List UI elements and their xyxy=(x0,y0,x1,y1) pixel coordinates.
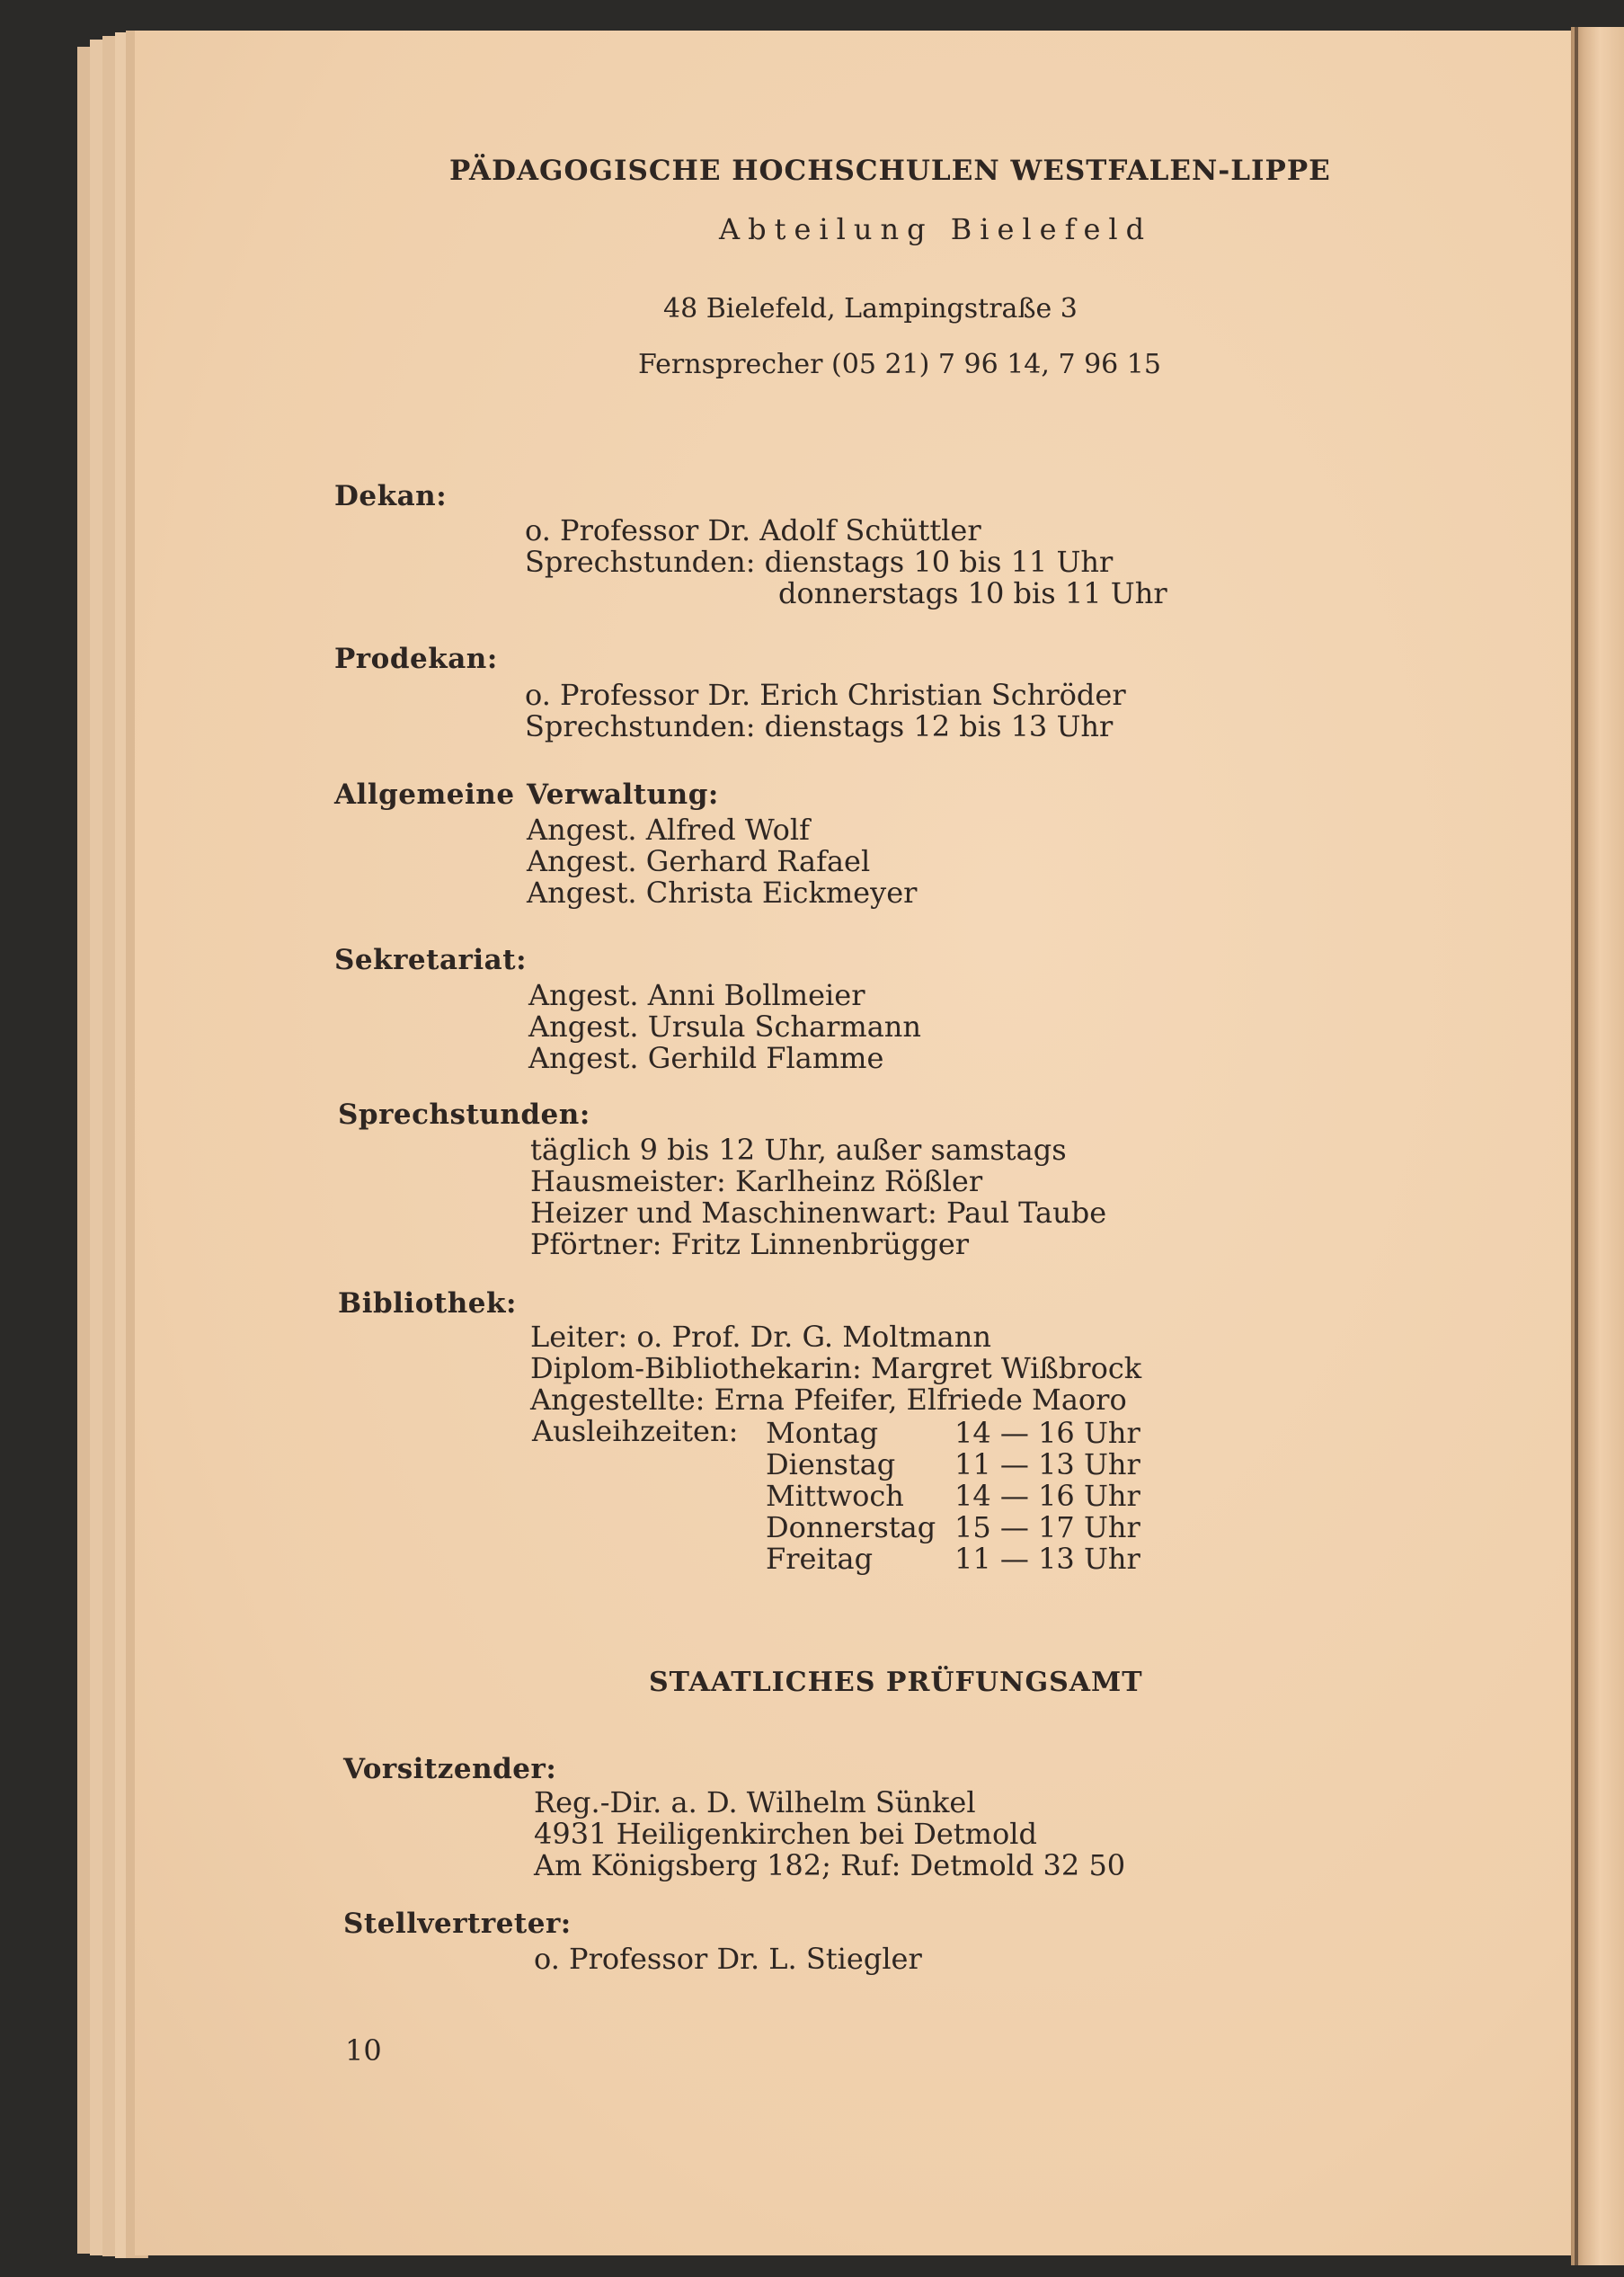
dekan-label: Dekan: xyxy=(334,480,448,512)
verwaltung-label-b: Verwaltung: xyxy=(527,778,719,811)
hours-time: 14 — 16 Uhr xyxy=(954,1416,1140,1450)
hours-time: 15 — 17 Uhr xyxy=(954,1510,1140,1544)
hours-time: 11 — 13 Uhr xyxy=(954,1542,1140,1576)
prodekan-hours: Sprechstunden: dienstags 12 bis 13 Uhr xyxy=(525,709,1114,743)
staff-entry: Angest. Anni Bollmeier xyxy=(528,978,865,1012)
loan-label: Ausleihzeiten: xyxy=(532,1414,739,1448)
staff-entry: Hausmeister: Karlheinz Rößler xyxy=(530,1164,983,1198)
hours-day: Dienstag xyxy=(766,1447,896,1481)
prodekan-name: o. Professor Dr. Erich Christian Schröder xyxy=(525,678,1126,712)
deputy-name: o. Professor Dr. L. Stiegler xyxy=(534,1942,922,1976)
sprechstunden-label: Sprechstunden: xyxy=(338,1098,590,1131)
bibliothek-block xyxy=(530,1321,1141,1416)
verwaltung-label-a: Allgemeine xyxy=(334,778,515,811)
chair-contact: Am Königsberg 182; Ruf: Detmold 32 50 xyxy=(534,1848,1126,1882)
staff-entry: Angest. Gerhard Rafael xyxy=(527,844,871,878)
staff-entry: Angest. Alfred Wolf xyxy=(527,813,810,847)
dekan-hours-2: donnerstags 10 bis 11 Uhr xyxy=(778,576,1167,610)
sekretariat-label: Sekretariat: xyxy=(334,944,528,976)
phone: Fernsprecher (05 21) 7 96 14, 7 96 15 xyxy=(638,349,1161,380)
staff-entry: Pförtner: Fritz Linnenbrügger xyxy=(530,1227,970,1261)
chair-name: Reg.-Dir. a. D. Wilhelm Sünkel xyxy=(534,1785,976,1819)
hours-day: Mittwoch xyxy=(766,1479,904,1513)
verwaltung-block xyxy=(527,814,917,909)
hours-day: Freitag xyxy=(766,1542,874,1576)
dekan-name: o. Professor Dr. Adolf Schüttler xyxy=(525,513,981,547)
staff-entry: Angest. Gerhild Flamme xyxy=(528,1041,884,1075)
hours-time: 11 — 13 Uhr xyxy=(954,1447,1140,1481)
library-entry: Angestellte: Erna Pfeifer, Elfriede Maoro xyxy=(530,1383,1127,1417)
institution-title: PÄDAGOGISCHE HOCHSCHULEN WESTFALEN-LIPPE xyxy=(449,155,1331,187)
library-entry: Diplom-Bibliothekarin: Margret Wißbrock xyxy=(530,1351,1142,1385)
section-heading: STAATLICHES PRÜFUNGSAMT xyxy=(649,1667,1143,1698)
address: 48 Bielefeld, Lampingstraße 3 xyxy=(663,293,1078,325)
staff-entry: Angest. Ursula Scharmann xyxy=(528,1010,922,1044)
department-name: Abteilung Bielefeld xyxy=(719,212,1153,246)
hours-day: Montag xyxy=(766,1416,879,1450)
office-hours: täglich 9 bis 12 Uhr, außer samstags xyxy=(530,1133,1067,1167)
sekretariat-block xyxy=(528,980,921,1074)
stellvertreter-label: Stellvertreter: xyxy=(343,1908,572,1940)
prodekan-label: Prodekan: xyxy=(334,643,498,675)
library-entry: Leiter: o. Prof. Dr. G. Moltmann xyxy=(530,1320,991,1354)
vorsitzender-block xyxy=(534,1787,1125,1881)
staff-entry: Heizer und Maschinenwart: Paul Taube xyxy=(530,1196,1107,1230)
book-gutter xyxy=(1571,27,1624,2265)
dekan-block xyxy=(525,515,1167,609)
loan-hours xyxy=(766,1416,1215,1578)
prodekan-block xyxy=(525,680,1126,743)
staff-entry: Angest. Christa Eickmeyer xyxy=(527,876,918,910)
page-number: 10 xyxy=(345,2033,382,2068)
vorsitzender-label: Vorsitzender: xyxy=(343,1753,557,1785)
chair-address: 4931 Heiligenkirchen bei Detmold xyxy=(534,1817,1037,1851)
gutter-shadow xyxy=(1575,27,1578,2265)
hours-day: Donnerstag xyxy=(766,1510,936,1544)
sprechstunden-block xyxy=(530,1134,1106,1260)
bibliothek-label: Bibliothek: xyxy=(338,1287,517,1320)
dekan-hours: Sprechstunden: dienstags 10 bis 11 Uhr xyxy=(525,545,1114,579)
hours-time: 14 — 16 Uhr xyxy=(954,1479,1140,1513)
